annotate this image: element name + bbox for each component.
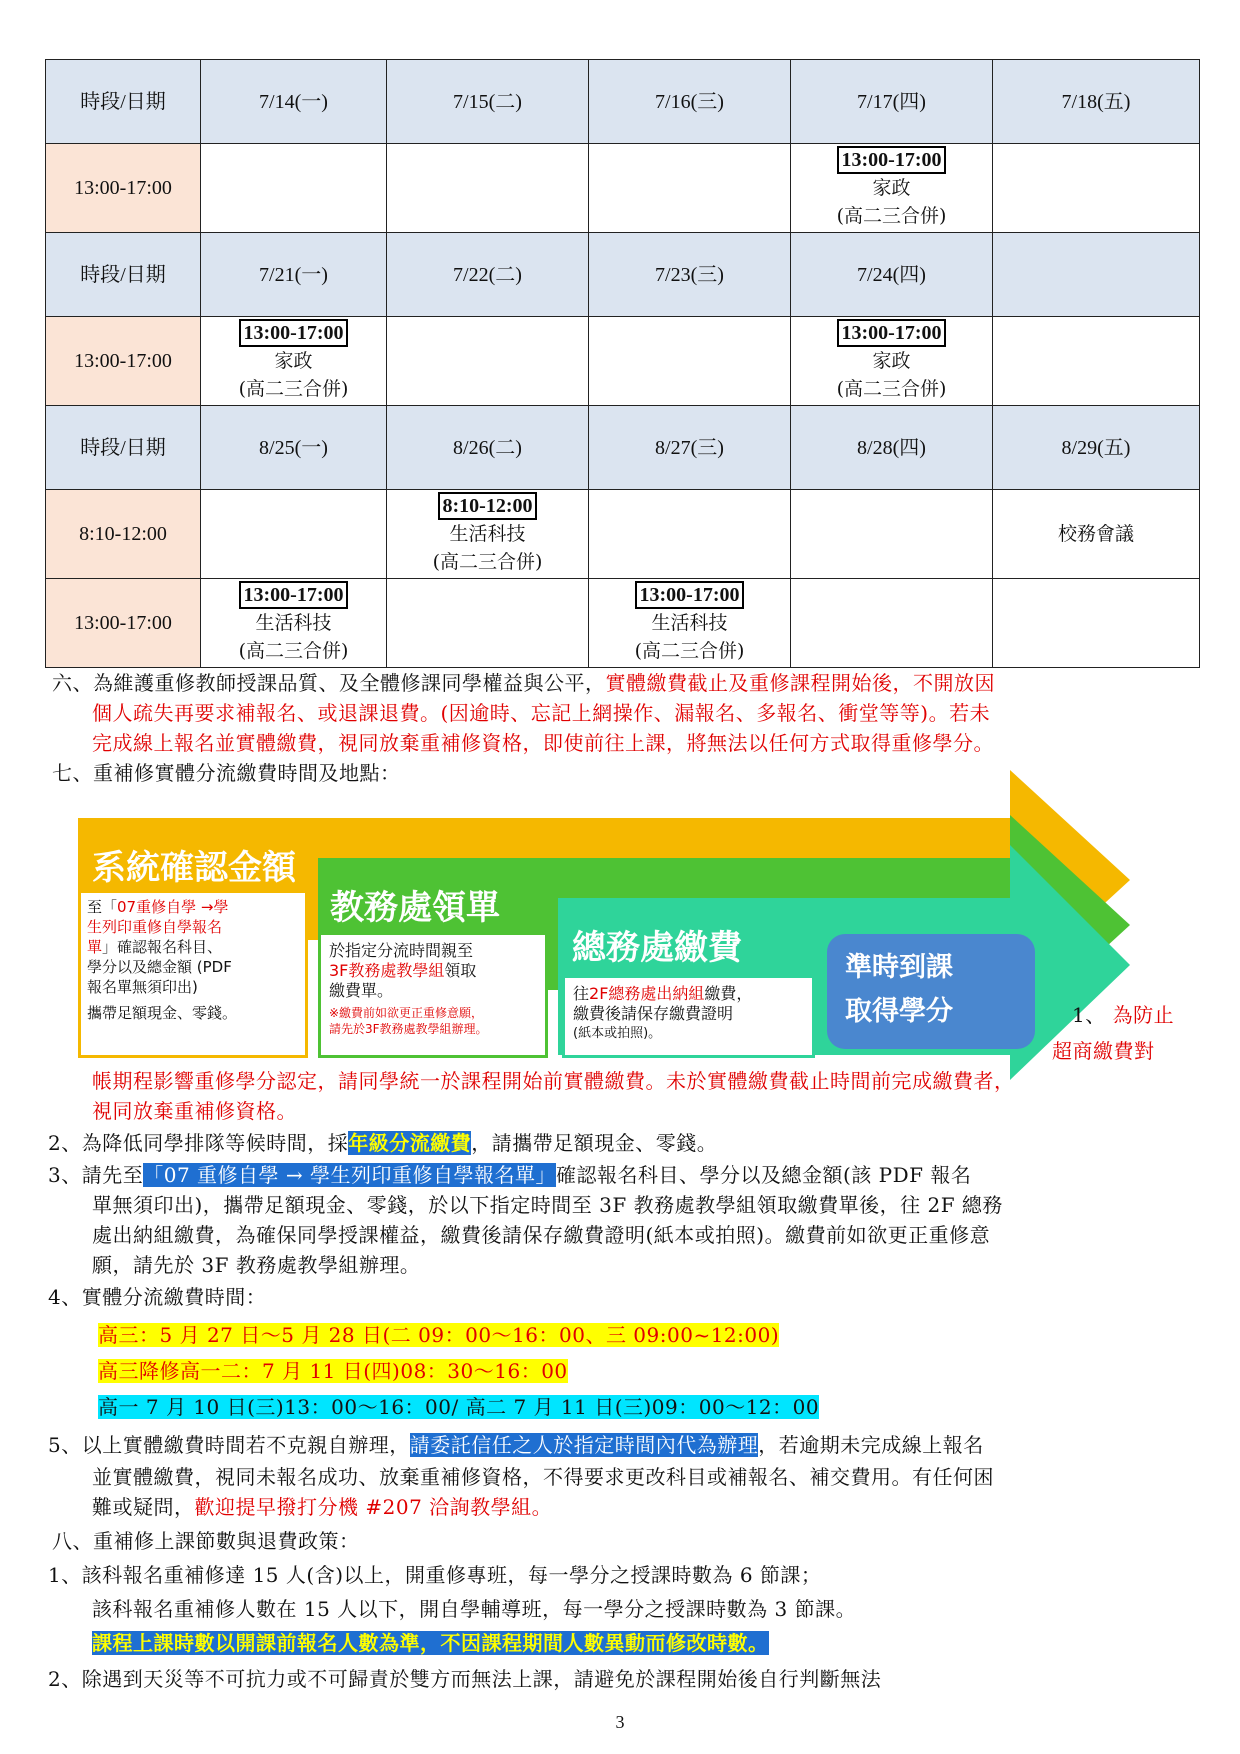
schedule-senior3: 高三：5 月 27 日～5 月 28 日(二 09：00～16：00、三 09:00~12:00) xyxy=(98,1323,780,1347)
sec7-p4: 4、實體分流繳費時間： xyxy=(48,1285,267,1309)
sec7-p1-right1: 1、 為防止 xyxy=(1072,1003,1175,1027)
date-header: 8/29(五) xyxy=(993,406,1200,490)
sec7-p1-right2: 超商繳費對 xyxy=(1052,1039,1155,1063)
date-header: 7/21(一) xyxy=(201,233,387,317)
step2-box: 於指定分流時間親至 3F教務處教學組領取 繳費單。 ※繳費前如欲更正重修意願， 請先於3F教務處教學組辦理。 xyxy=(318,932,548,1058)
sec6-line3: 完成線上報名並實體繳費，視同放棄重補修資格，即使前往上課，將無法以任何方式取得重修學分。 xyxy=(92,731,994,755)
schedule-senior1-2: 高一 7 月 10 日(三)13：00～16：00/ 高二 7 月 11 日(三)09：00～12：00 xyxy=(98,1395,820,1419)
schedule-senior3-downgrade: 高三降修高一二：7 月 11 日(四)08：30～16：00 xyxy=(98,1359,568,1383)
class-subject: 家政 xyxy=(872,350,911,372)
class-note: (高二三合併) xyxy=(836,378,947,400)
sec8-line1: 1、該科報名重補修達 15 人(含)以上，開重修專班，每一學分之授課時數為 6 節課； xyxy=(48,1563,822,1587)
time-slot-label: 13:00-17:00 xyxy=(46,317,201,406)
sec7-title: 七、重補修實體分流繳費時間及地點： xyxy=(52,761,401,785)
class-note: (高二三合併) xyxy=(836,205,947,227)
date-header: 7/22(二) xyxy=(387,233,589,317)
class-time: 13:00-17:00 xyxy=(837,146,947,174)
sec7-p5-line2: 並實體繳費，視同未報名成功、放棄重補修資格，不得要求更改科目或補報名、補交費用。有任何困 xyxy=(92,1465,994,1489)
sec7-p2: 2、為降低同學排隊等候時間，採年級分流繳費，請攜帶足額現金、零錢。 xyxy=(48,1131,718,1155)
sec6-line1: 六、為維護重修教師授課品質、及全體修課同學權益與公平，實體繳費截止及重修課程開始後，不開放因 xyxy=(52,671,995,695)
event-label: 校務會議 xyxy=(1057,523,1134,545)
sec8-line2: 該科報名重補修人數在 15 人以下，開自學輔導班，每一學分之授課時數為 3 節課。 xyxy=(92,1597,857,1621)
date-header: 7/17(四) xyxy=(791,60,993,144)
date-header: 8/28(四) xyxy=(791,406,993,490)
sec7-p3-line4: 願，請先於 3F 教務處教學組辦理。 xyxy=(92,1253,421,1277)
sec7-p5-line1: 5、以上實體繳費時間若不克親自辦理，請委託信任之人於指定時間內代為辦理，若逾期未完成線上報名 xyxy=(48,1433,984,1457)
header-label: 時段/日期 xyxy=(46,60,201,144)
date-header: 7/16(三) xyxy=(589,60,791,144)
class-note: (高二三合併) xyxy=(238,640,349,662)
sec7-p3-line3: 處出納組繳費，為確保同學授課權益，繳費後請保存繳費證明(紙本或拍照)。繳費前如欲更正重修意 xyxy=(92,1223,991,1247)
date-header: 8/27(三) xyxy=(589,406,791,490)
class-subject: 家政 xyxy=(274,350,313,372)
date-header: 7/24(四) xyxy=(791,233,993,317)
step3-box: 往2F總務處出納組繳費， 繳費後請保存繳費證明 (紙本或拍照)。 xyxy=(562,975,815,1058)
class-subject: 生活科技 xyxy=(255,612,332,634)
page-number: 3 xyxy=(615,1712,625,1732)
date-header: 7/14(一) xyxy=(201,60,387,144)
header-label: 時段/日期 xyxy=(46,233,201,317)
sec7-p3-line1: 3、請先至「07 重修自學 → 學生列印重修自學報名單」確認報名科目、學分以及總金額(該 PDF 報名 xyxy=(48,1163,972,1187)
class-time: 13:00-17:00 xyxy=(239,581,349,609)
sec7-p1-line2: 帳期程影響重修學分認定，請同學統一於課程開始前實體繳費。未於實體繳費截止時間前完成繳費者， xyxy=(92,1069,1015,1093)
class-time: 8:10-12:00 xyxy=(438,492,538,520)
header-label: 時段/日期 xyxy=(46,406,201,490)
class-subject: 生活科技 xyxy=(651,612,728,634)
date-header: 8/25(一) xyxy=(201,406,387,490)
class-time: 13:00-17:00 xyxy=(837,319,947,347)
sec8-title: 八、重補修上課節數與退費政策： xyxy=(52,1529,360,1553)
class-time: 13:00-17:00 xyxy=(239,319,349,347)
class-note: (高二三合併) xyxy=(238,378,349,400)
class-note: (高二三合併) xyxy=(634,640,745,662)
date-header: 7/18(五) xyxy=(993,60,1200,144)
sec6-line2: 個人疏失再要求補報名、或退課退費。(因逾時、忘記上網操作、漏報名、多報名、衝堂等等)。若未 xyxy=(92,701,991,725)
step4-pill: 準時到課 取得學分 xyxy=(827,934,1035,1049)
step1-title: 系統確認金額 xyxy=(92,848,296,888)
step1-box: 至「07重修自學 →學 生列印重修自學報名 單」確認報名科目、 學分以及總金額 (PDF 報名單無須印出) 攜帶足額現金、零錢。 xyxy=(78,890,308,1058)
sec7-p3-line2: 單無須印出)，攜帶足額現金、零錢，於以下指定時間至 3F 教務處教學組領取繳費單後，往 2F 總務 xyxy=(92,1193,1003,1217)
date-header: 7/23(三) xyxy=(589,233,791,317)
class-time: 13:00-17:00 xyxy=(635,581,745,609)
sec7-p5-line3: 難或疑問，歡迎提早撥打分機 #207 洽詢教學組。 xyxy=(92,1495,553,1519)
date-header: 7/15(二) xyxy=(387,60,589,144)
sec7-p1-line3: 視同放棄重補修資格。 xyxy=(92,1099,297,1123)
time-slot-label: 13:00-17:00 xyxy=(46,579,201,668)
date-header: 8/26(二) xyxy=(387,406,589,490)
step2-title: 教務處領單 xyxy=(330,888,500,928)
class-subject: 生活科技 xyxy=(449,523,526,545)
sec8-line4: 2、除遇到天災等不可抗力或不可歸責於雙方而無法上課，請避免於課程開始後自行判斷無法 xyxy=(48,1667,882,1691)
class-note: (高二三合併) xyxy=(432,551,543,573)
time-slot-label: 8:10-12:00 xyxy=(46,490,201,579)
class-subject: 家政 xyxy=(872,177,911,199)
sec8-line3: 課程上課時數以開課前報名人數為準，不因課程期間人數異動而修改時數。 xyxy=(92,1631,769,1655)
time-slot-label: 13:00-17:00 xyxy=(46,144,201,233)
step3-title: 總務處繳費 xyxy=(572,928,742,968)
